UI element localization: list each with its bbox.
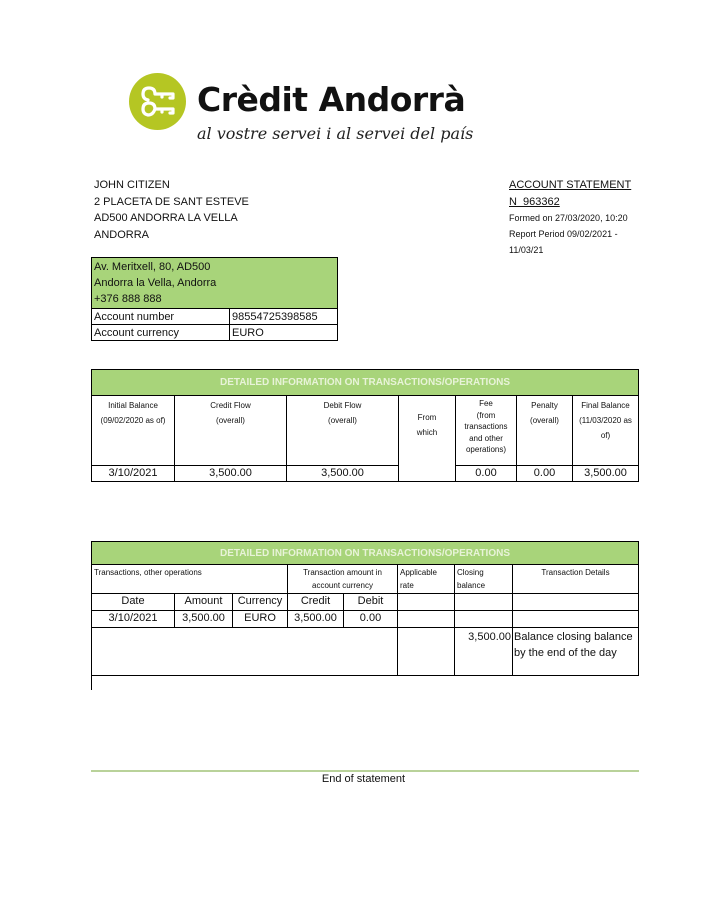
- subheader-credit: Credit: [288, 594, 344, 611]
- group-amount: Transaction amount in account currency: [288, 565, 398, 594]
- fee-value: 0.00: [456, 466, 517, 482]
- col-penalty: Penalty (overall): [517, 396, 573, 466]
- summary-values-row: [92, 466, 639, 482]
- row-rate: [398, 611, 455, 628]
- summary-table: [91, 369, 639, 482]
- bank-name: Crèdit Andorrà: [197, 80, 466, 119]
- row-closing: [455, 611, 513, 628]
- closing-row: [92, 628, 639, 676]
- details-subheaders: [92, 594, 639, 611]
- col-debit-flow: Debit Flow (overall): [287, 396, 399, 466]
- customer-country: ANDORRA: [94, 228, 150, 241]
- row-details: [513, 611, 639, 628]
- col-from-which: From which: [399, 396, 456, 482]
- statement-title: ACCOUNT STATEMENT: [509, 179, 632, 191]
- customer-city: AD500 ANDORRA LA VELLA: [94, 212, 238, 224]
- transaction-details-header: Transaction Details: [513, 565, 639, 594]
- report-period: Report Period 09/02/2021 -: [509, 229, 618, 239]
- transaction-row: [92, 611, 639, 628]
- subheader-amount: Amount: [175, 594, 233, 611]
- col-credit-flow: Credit Flow (overall): [175, 396, 287, 466]
- applicable-rate-header: Applicable rate: [398, 565, 455, 594]
- account-number-label: Account number: [92, 309, 230, 325]
- customer-address: [94, 177, 249, 243]
- final-balance-value: 3,500.00: [573, 466, 639, 482]
- statement-info: [509, 177, 631, 258]
- initial-balance-value: 3/10/2021: [92, 466, 175, 482]
- closing-row-rate: [398, 628, 455, 676]
- row-date: 3/10/2021: [92, 611, 175, 628]
- bank-logo: [129, 73, 186, 130]
- closing-row-empty: [92, 628, 398, 676]
- row-amount: 3,500.00: [175, 611, 233, 628]
- group-transactions: Transactions, other operations: [92, 565, 288, 594]
- formed-on: Formed on 27/03/2020, 10:20: [509, 213, 628, 223]
- customer-street: 2 PLACETA DE SANT ESTEVE: [94, 195, 249, 208]
- closing-balance-value: 3,500.00: [455, 628, 513, 676]
- bank-address-line2: Andorra la Vella, Andorra: [94, 277, 217, 289]
- details-header: DETAILED INFORMATION ON TRANSACTIONS/OPERATIONS: [92, 542, 639, 565]
- account-number-value: 98554725398585: [230, 309, 338, 325]
- col-final-balance: Final Balance (11/03/2020 as of): [573, 396, 639, 466]
- credit-flow-value: 3,500.00: [175, 466, 287, 482]
- details-group-headers: [92, 565, 639, 594]
- customer-name: JOHN CITIZEN: [94, 179, 170, 191]
- table-edge: [91, 675, 92, 690]
- bank-tagline: al vostre servei i al servei del país: [197, 124, 474, 143]
- bank-address-line1: Av. Meritxell, 80, AD500: [94, 261, 211, 273]
- end-of-statement: End of statement: [321, 773, 406, 785]
- row-credit: 3,500.00: [288, 611, 344, 628]
- bank-address-cell: [92, 258, 338, 309]
- keys-icon: [129, 73, 186, 130]
- rate-empty: [398, 594, 455, 611]
- row-debit: 0.00: [344, 611, 398, 628]
- report-period-end: 11/03/21: [509, 245, 544, 255]
- row-currency: EURO: [233, 611, 288, 628]
- bank-phone: +376 888 888: [94, 293, 162, 305]
- debit-flow-value: 3,500.00: [287, 466, 399, 482]
- subheader-currency: Currency: [233, 594, 288, 611]
- summary-header: DETAILED INFORMATION ON TRANSACTIONS/OPERATIONS: [92, 370, 639, 396]
- closing-empty: [455, 594, 513, 611]
- col-initial-balance: Initial Balance (09/02/2020 as of): [92, 396, 175, 466]
- account-currency-value: EURO: [230, 325, 338, 341]
- details-empty: [513, 594, 639, 611]
- subheader-debit: Debit: [344, 594, 398, 611]
- subheader-date: Date: [92, 594, 175, 611]
- penalty-value: 0.00: [517, 466, 573, 482]
- transactions-table: [91, 541, 639, 676]
- account-currency-label: Account currency: [92, 325, 230, 341]
- statement-number: N 963362: [509, 195, 560, 208]
- closing-balance-header: Closing balance: [455, 565, 513, 594]
- closing-note: Balance closing balance by the end of the day: [513, 628, 639, 676]
- footer-divider: [91, 770, 639, 772]
- summary-column-headers: [92, 396, 639, 466]
- bank-info-table: [91, 257, 338, 341]
- col-fee: Fee (from transactions and other operations): [456, 396, 517, 466]
